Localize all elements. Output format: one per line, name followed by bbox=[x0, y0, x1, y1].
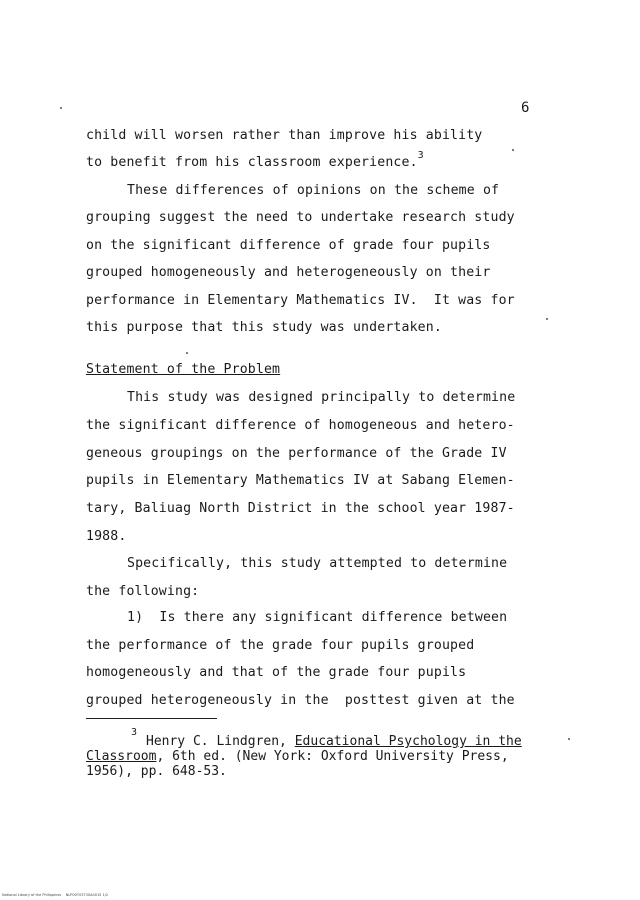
citation-superscript: 3 bbox=[417, 150, 424, 161]
scan-speck bbox=[186, 352, 188, 354]
paragraph-line: grouped homogeneously and heterogeneously on their bbox=[86, 265, 491, 280]
footnote-author: Henry C. Lindgren, bbox=[146, 734, 295, 749]
footnote-publisher: , 6th ed. (New York: Oxford University Press, bbox=[156, 749, 509, 764]
footnote-line bbox=[86, 749, 509, 764]
paragraph-line: 1988. bbox=[86, 529, 127, 544]
footnote-title: Educational Psychology in the bbox=[294, 734, 522, 749]
paragraph-line: pupils in Elementary Mathematics IV at Sabang Elemen- bbox=[86, 473, 515, 488]
paragraph-line: tary, Baliuag North District in the school year 1987- bbox=[86, 501, 515, 516]
list-item-line: homogeneously and that of the grade four pupils bbox=[86, 665, 467, 680]
paragraph-line: geneous groupings on the performance of the Grade IV bbox=[86, 446, 507, 461]
list-item-line: grouped heterogeneously in the posttest given at the bbox=[86, 693, 515, 708]
text-line-content: to benefit from his classroom experience. bbox=[86, 155, 418, 170]
footnote-line: 1956), pp. 648-53. bbox=[86, 764, 227, 779]
scan-speck bbox=[512, 149, 514, 151]
footnote-line bbox=[146, 734, 522, 749]
paragraph-line: These differences of opinions on the scheme of bbox=[127, 183, 500, 198]
scan-speck bbox=[568, 738, 570, 740]
paragraph-line: performance in Elementary Mathematics IV. It was for bbox=[86, 293, 515, 308]
footnote-rule bbox=[86, 718, 217, 719]
list-item-line: 1) Is there any significant difference between bbox=[127, 610, 508, 625]
paragraph-line: This study was designed principally to determine bbox=[127, 390, 516, 405]
footnote-mark: 3 bbox=[131, 727, 138, 738]
section-heading: Statement of the Problem bbox=[86, 362, 281, 377]
text-line: child will worsen rather than improve his ability bbox=[86, 128, 483, 143]
paragraph-line: Specifically, this study attempted to determine bbox=[127, 556, 508, 571]
list-item-line: the performance of the grade four pupils grouped bbox=[86, 638, 475, 653]
text-line bbox=[86, 150, 424, 172]
footnote-title-cont: Classroom bbox=[86, 749, 157, 764]
scan-speck bbox=[60, 107, 62, 109]
scan-speck bbox=[546, 318, 548, 320]
library-footer: National Library of the Philippines NLP00T03730A0015 1/2 bbox=[2, 893, 109, 897]
paragraph-line: on the significant difference of grade four pupils bbox=[86, 238, 491, 253]
paragraph-line: grouping suggest the need to undertake research study bbox=[86, 210, 515, 225]
page-number: 6 bbox=[521, 100, 530, 116]
paragraph-line: the significant difference of homogeneous and hetero- bbox=[86, 418, 515, 433]
paragraph-line: this purpose that this study was undertaken. bbox=[86, 320, 442, 335]
paragraph-line: the following: bbox=[86, 584, 200, 599]
